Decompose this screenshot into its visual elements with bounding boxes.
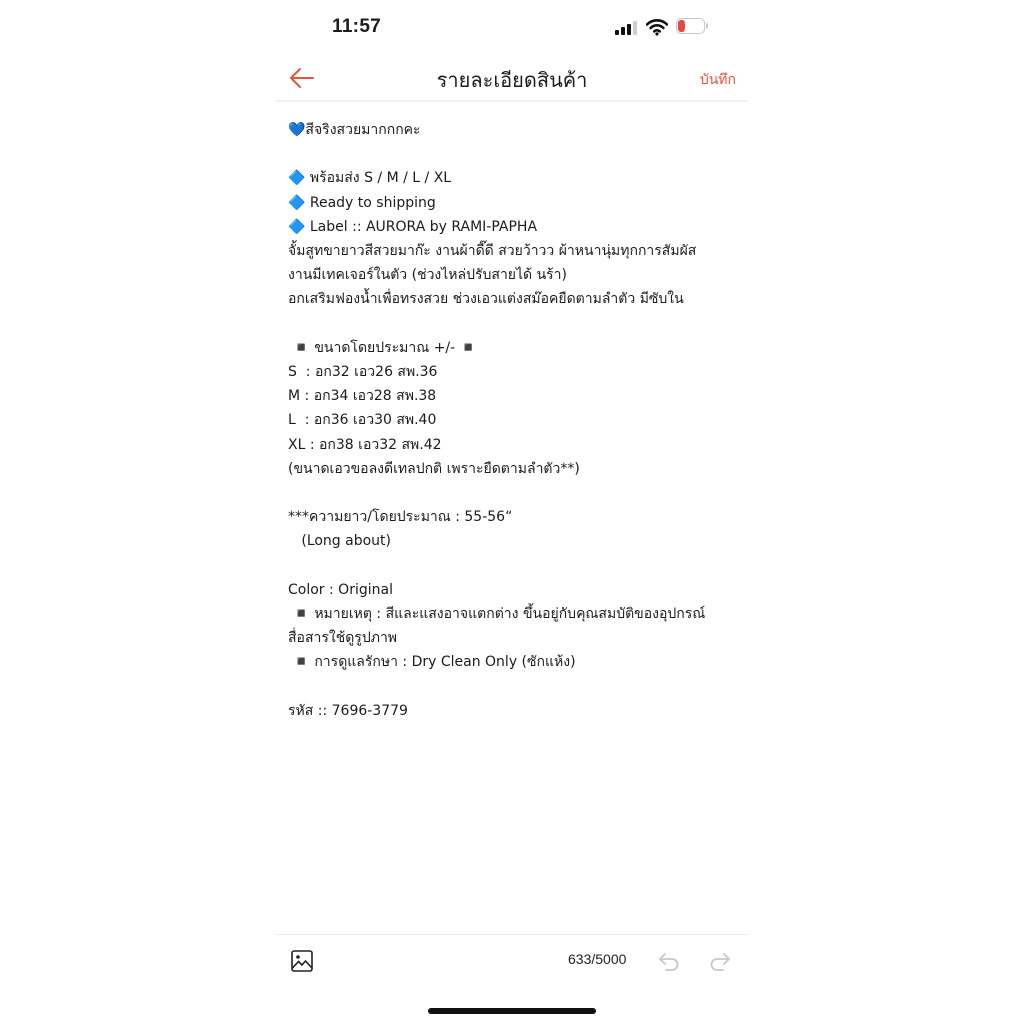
battery-level: 15 (683, 19, 698, 33)
description-line: ◾️ หมายเหตุ : สีและแสงอาจแตกต่าง ขึ้นอยู่กับคุณสมบัติของอุปกรณ์ (288, 606, 706, 622)
description-line: (Long about) (288, 533, 391, 550)
image-icon (290, 949, 314, 973)
description-line: ***ความยาว/โดยประมาณ : 55-56“ (288, 509, 513, 526)
undo-icon (657, 949, 681, 973)
character-count: 633/5000 (568, 951, 627, 967)
description-line: 🔷 พร้อมส่ง S / M / L / XL (288, 170, 452, 187)
description-text-area[interactable] (288, 118, 738, 723)
description-line (288, 312, 738, 336)
description-line: อกเสริมฟองน้ำเพื่อทรงสวย ช่วงเอวแต่งสม๊อคยืดตามลำตัว มีซับใน (288, 291, 684, 308)
description-line (288, 675, 738, 699)
save-button[interactable]: บันทึก (699, 72, 736, 88)
description-line (288, 481, 738, 505)
description-line: (ขนาดเอวขอลงดีเทลปกติ เพราะยืดตามลำตัว**) (288, 460, 580, 477)
description-line: รหัส :: 7696-3779 (288, 702, 408, 719)
description-line (288, 554, 738, 578)
status-time: 11:57 (332, 16, 382, 37)
description-line: งานมีเทคเจอร์ในตัว (ช่วงไหล่ปรับสายได้ นร้า) (288, 267, 568, 284)
description-line: S : อก32 เอว26 สพ.36 (288, 364, 438, 380)
insert-image-button[interactable] (290, 949, 314, 973)
description-line: XL : อก38 เอว32 สพ.42 (288, 436, 442, 453)
description-line: จั้มสูทขายาวสีสวยมาก๊ะ งานผ้าดี๊ดี สวยว้าวว ผ้าหนานุ่มทุกการสัมผัส (288, 243, 697, 259)
description-line: M : อก34 เอว28 สพ.38 (288, 388, 437, 405)
phone-screen (276, 0, 748, 1024)
description-line: L : อก36 เอว30 สพ.40 (288, 412, 437, 429)
description-line: Color : Original (288, 581, 393, 598)
status-bar (276, 0, 748, 56)
battery-icon (676, 18, 709, 36)
redo-icon (708, 949, 732, 973)
undo-button[interactable] (657, 949, 681, 973)
description-line: 🔷 Label :: AURORA by RAMI-PAPHA (288, 218, 538, 235)
cellular-signal-icon (615, 21, 637, 35)
description-line (288, 142, 738, 166)
description-line: ◾️ การดูแลรักษา : Dry Clean Only (ซักแห้ง) (288, 654, 576, 671)
editor-toolbar (276, 934, 748, 987)
description-line: ◾️ ขนาดโดยประมาณ +/- ◾️ (288, 339, 478, 356)
wifi-icon (646, 18, 668, 36)
description-line: 💙สีจริงสวยมากกกคะ (288, 122, 421, 138)
nav-bar (276, 56, 748, 102)
redo-button[interactable] (708, 949, 732, 973)
description-line: 🔷 Ready to shipping (288, 194, 436, 211)
description-line: สื่อสารใช้ดูรูปภาพ (288, 630, 398, 647)
home-indicator (428, 1008, 596, 1014)
page-title: รายละเอียดสินค้า (436, 68, 588, 92)
